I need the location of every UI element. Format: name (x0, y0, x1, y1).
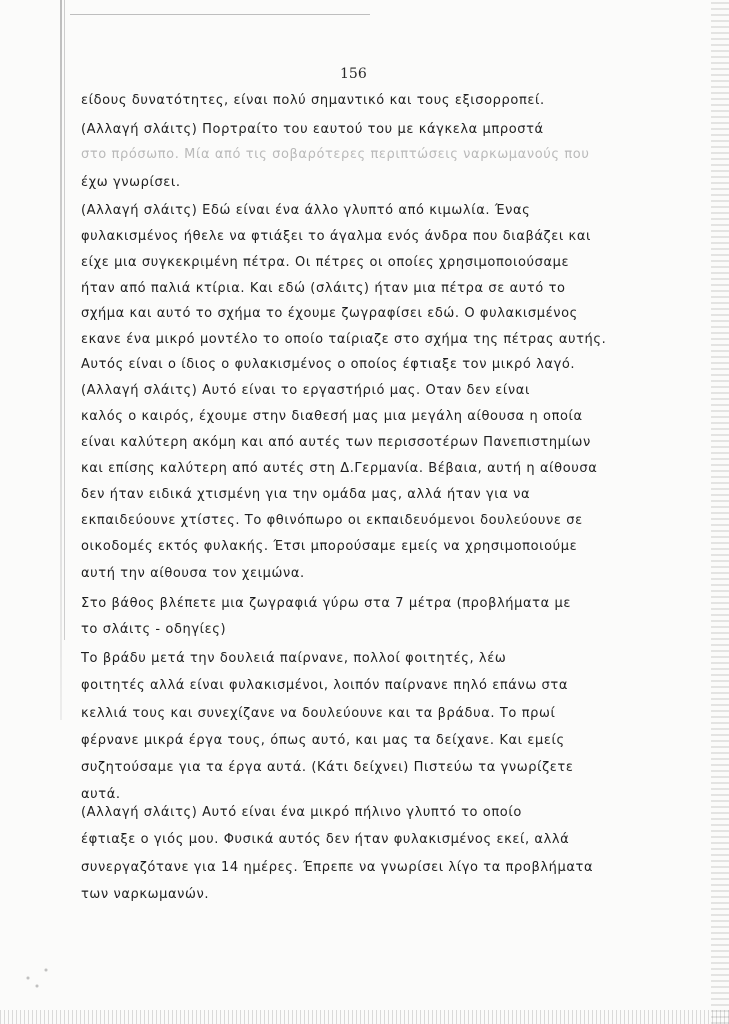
text-line: (Αλλαγή σλάιτς) Αυτό είναι ένα μικρό πήλινο γλυπτό το οποίο (81, 805, 522, 820)
text-line: είδους δυνατότητες, είναι πολύ σημαντικό και τους εξισορροπεί. (81, 93, 545, 108)
text-line: και επίσης καλύτερη από αυτές στη Δ.Γερμανία. Βέβαια, αυτή η αίθουσα (81, 461, 598, 476)
text-line: αυτή την αίθουσα τον χειμώνα. (81, 566, 305, 581)
text-line: σχήμα και αυτό το σχήμα το έχουμε ζωγραφίσει εδώ. Ο φυλακισμένος (81, 306, 578, 321)
text-line: ήταν από παλιά κτίρια. Και εδώ (σλάιτς) ήταν μια πέτρα σε αυτό το (81, 281, 566, 296)
text-line: καλός ο καιρός, έχουμε στην διαθεσή μας μια μεγάλη αίθουσα η οποία (81, 409, 583, 424)
text-line: (Αλλαγή σλάιτς) Αυτό είναι το εργαστήριό μας. Οταν δεν είναι (81, 383, 530, 398)
text-line: αυτά. (81, 787, 121, 802)
text-line: φυλακισμένος ήθελε να φτιάξει το άγαλμα ενός άνδρα που διαβάζει και (81, 229, 591, 244)
text-line: φοιτητές αλλά είναι φυλακισμένοι, λοιπόν παίρνανε πηλό επάνω στα (81, 678, 568, 693)
scan-corner-specks (10, 954, 70, 994)
text-line: Στο βάθος βλέπετε μια ζωγραφιά γύρω στα 7 μέτρα (προβλήματα με (81, 596, 571, 611)
text-line: δεν ήταν ειδικά χτισμένη για την ομάδα μας, αλλά ήταν για να (81, 487, 531, 502)
scan-edge-line-secondary (64, 0, 65, 640)
scan-bottom-noise (0, 1010, 729, 1024)
text-line-faded: στο πρόσωπο. Μία από τις σοβαρότερες περιπτώσεις ναρκωμανούς που (81, 147, 590, 162)
text-line: κελλιά τους και συνεχίζανε να δουλεύουνε και τα βράδυα. Το πρωί (81, 706, 556, 721)
text-line: εκπαιδεύουνε χτίστες. Το φθινόπωρο οι εκπαιδευόμενοι δουλεύουνε σε (81, 513, 583, 528)
text-line: (Αλλαγή σλάιτς) Πορτραίτο του εαυτού του με κάγκελα μπροστά (81, 122, 544, 137)
text-line: (Αλλαγή σλάιτς) Εδώ είναι ένα άλλο γλυπτό από κιμωλία. Ένας (81, 203, 531, 218)
scan-top-mark (70, 14, 370, 15)
text-line: συζητούσαμε για τα έργα αυτά. (Κάτι δείχνει) Πιστεύω τα γνωρίζετε (81, 760, 574, 775)
text-line: Αυτός είναι ο ίδιος ο φυλακισμένος ο οποίος έφτιαξε τον μικρό λαγό. (81, 357, 576, 372)
text-line: είχε μια συγκεκριμένη πέτρα. Οι πέτρες οι οποίες χρησιμοποιούσαμε (81, 255, 570, 270)
text-line: εκανε ένα μικρό μοντέλο το οποίο ταίριαζε στο σχήμα της πέτρας αυτής. (81, 332, 607, 347)
text-line: συνεργαζότανε για 14 ημέρες. Έπρεπε να γνωρίσει λίγο τα προβλήματα (81, 860, 594, 875)
text-line: φέρνανε μικρά έργα τους, όπως αυτό, και μας τα δείχανε. Και εμείς (81, 733, 565, 748)
text-line: έχω γνωρίσει. (81, 175, 181, 190)
text-line: των ναρκωμανών. (81, 887, 210, 902)
page-number: 156 (340, 66, 367, 82)
text-line: οικοδομές εκτός φυλακής. Έτσι μπορούσαμε εμείς να χρησιμοποιούμε (81, 539, 578, 554)
text-line: Το βράδυ μετά την δουλειά παίρνανε, πολλοί φοιτητές, λέω (81, 651, 507, 666)
text-line: είναι καλύτερη ακόμη και από αυτές των περισσοτέρων Πανεπιστημίων (81, 435, 591, 450)
text-line: έφτιαξε ο γιός μου. Φυσικά αυτός δεν ήταν φυλακισμένος εκεί, αλλά (81, 832, 570, 847)
scan-right-noise (711, 0, 729, 1024)
text-line: το σλάιτς - οδηγίες) (81, 622, 227, 637)
scan-edge-line (60, 0, 62, 720)
